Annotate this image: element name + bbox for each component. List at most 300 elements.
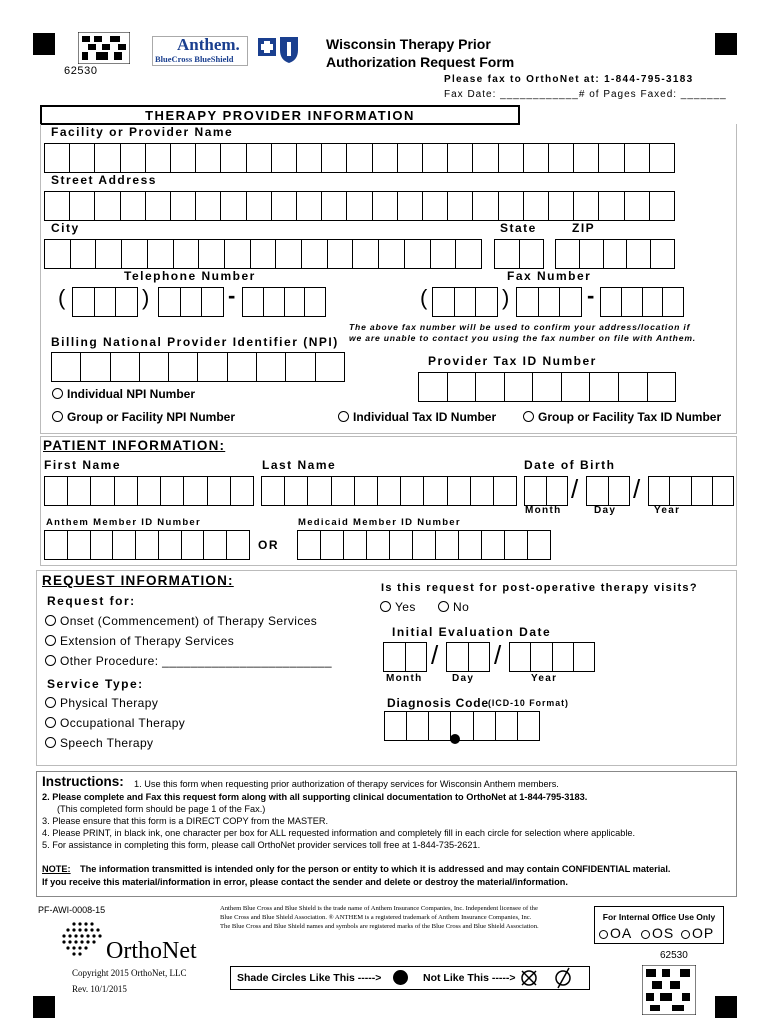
anthem-brand: Anthem. — [177, 35, 240, 54]
barcode-top — [78, 32, 130, 64]
eval-day-boxes[interactable] — [446, 642, 490, 672]
char-box[interactable] — [111, 353, 140, 381]
char-box[interactable] — [459, 531, 482, 559]
char-box[interactable] — [413, 531, 436, 559]
char-box[interactable] — [505, 373, 534, 401]
speech-therapy-option[interactable] — [45, 736, 153, 750]
char-box[interactable] — [272, 192, 297, 220]
char-box[interactable] — [390, 531, 413, 559]
char-box[interactable] — [247, 144, 272, 172]
char-box[interactable] — [599, 192, 624, 220]
char-box[interactable] — [159, 531, 182, 559]
char-box[interactable] — [431, 240, 457, 268]
char-box[interactable] — [344, 531, 367, 559]
char-box[interactable] — [257, 353, 286, 381]
tax-id-boxes[interactable] — [418, 372, 676, 402]
office-os[interactable] — [641, 925, 674, 941]
char-box[interactable] — [171, 144, 196, 172]
legal-1: Anthem Blue Cross and Blue Shield is the trade name of Anthem Insurance Companies, Inc. Independent licensee of the — [220, 905, 538, 912]
individual-npi-option[interactable] — [52, 387, 195, 401]
char-box[interactable] — [121, 144, 146, 172]
phone-paren-open: ( — [58, 285, 66, 310]
revision: Rev. 10/1/2015 — [72, 984, 127, 994]
dob-slash: / — [633, 474, 641, 504]
fax-note-1: The above fax number will be used to confirm your address/location if — [349, 322, 691, 332]
char-box[interactable] — [650, 144, 674, 172]
registration-mark — [33, 996, 55, 1018]
eval-month-boxes[interactable] — [383, 642, 427, 672]
not-like-label: Not Like This -----> — [423, 972, 516, 984]
radio-circle-icon — [438, 601, 449, 612]
icd-format-label: (ICD-10 Format) — [488, 698, 569, 708]
char-box[interactable] — [406, 643, 427, 671]
char-box[interactable] — [436, 531, 459, 559]
eval-slash: / — [431, 640, 439, 670]
char-box[interactable] — [379, 240, 405, 268]
char-box[interactable] — [96, 240, 122, 268]
char-box[interactable] — [520, 240, 544, 268]
char-box[interactable] — [297, 144, 322, 172]
group-npi-label: Group or Facility NPI Number — [67, 410, 236, 424]
char-box[interactable] — [455, 288, 477, 316]
individual-tax-label: Individual Tax ID Number — [353, 410, 497, 424]
radio-circle-icon — [45, 615, 56, 626]
state-boxes[interactable] — [494, 239, 544, 269]
char-box[interactable] — [469, 643, 490, 671]
provider-section-title: THERAPY PROVIDER INFORMATION — [40, 105, 520, 125]
char-box[interactable] — [525, 477, 547, 505]
char-box[interactable] — [322, 144, 347, 172]
form-title-2: Authorization Request Form — [326, 54, 515, 70]
char-box[interactable] — [494, 477, 516, 505]
npi-boxes[interactable] — [51, 352, 345, 382]
other-label: Other Procedure: ________________________ — [60, 654, 332, 668]
radio-circle-icon — [641, 930, 650, 939]
os-label: OS — [652, 925, 675, 941]
char-box[interactable] — [378, 477, 401, 505]
char-box[interactable] — [122, 240, 148, 268]
char-box[interactable] — [227, 531, 249, 559]
char-box[interactable] — [146, 192, 171, 220]
form-title-1: Wisconsin Therapy Prior — [326, 36, 491, 52]
radio-circle-icon — [52, 388, 63, 399]
char-box[interactable] — [448, 373, 477, 401]
barcode-bottom — [642, 965, 696, 1015]
char-box[interactable] — [68, 477, 91, 505]
char-box[interactable] — [713, 477, 733, 505]
char-box[interactable] — [285, 288, 306, 316]
char-box[interactable] — [113, 531, 136, 559]
char-box[interactable] — [276, 240, 302, 268]
char-box[interactable] — [45, 192, 70, 220]
postop-no-option[interactable] — [438, 600, 469, 614]
char-box[interactable] — [171, 192, 196, 220]
char-box[interactable] — [518, 712, 539, 740]
char-box[interactable] — [692, 477, 713, 505]
char-box[interactable] — [539, 288, 561, 316]
instruction-2: 2. Please complete and Fax this request form along with all supporting clinical documentation to OrthoNet at 1-844-795-3183. — [42, 792, 588, 802]
char-box[interactable] — [648, 373, 676, 401]
char-box[interactable] — [599, 144, 624, 172]
char-box[interactable] — [52, 353, 81, 381]
form-code-bottom: 62530 — [660, 950, 688, 961]
char-box[interactable] — [643, 288, 664, 316]
char-box[interactable] — [247, 192, 272, 220]
radio-circle-icon — [599, 930, 608, 939]
char-box[interactable] — [272, 144, 297, 172]
legal-2: Blue Cross and Blue Shield Association. ® ANTHEM is a registered trademark of Anthem Insurance Companies, Inc. — [220, 914, 532, 921]
char-box[interactable] — [95, 144, 120, 172]
char-box[interactable] — [547, 477, 568, 505]
char-box[interactable] — [407, 712, 429, 740]
char-box[interactable] — [305, 288, 325, 316]
char-box[interactable] — [148, 240, 174, 268]
anthem-logo — [152, 36, 248, 66]
char-box[interactable] — [553, 643, 574, 671]
char-box[interactable] — [398, 192, 423, 220]
char-box[interactable] — [574, 192, 599, 220]
char-box[interactable] — [138, 477, 161, 505]
occupational-therapy-option[interactable] — [45, 716, 185, 730]
char-box[interactable] — [556, 240, 580, 268]
bcbs-icon — [256, 34, 300, 64]
char-box[interactable] — [199, 240, 225, 268]
char-box[interactable] — [531, 643, 552, 671]
char-box[interactable] — [196, 192, 221, 220]
char-box[interactable] — [202, 288, 223, 316]
char-box[interactable] — [146, 144, 171, 172]
eval-year-boxes[interactable] — [509, 642, 595, 672]
char-box[interactable] — [590, 373, 619, 401]
char-box[interactable] — [68, 531, 91, 559]
postop-yes-option[interactable] — [380, 600, 416, 614]
request-for-label: Request for: — [47, 594, 136, 608]
radio-circle-icon — [380, 601, 391, 612]
form-code: 62530 — [64, 65, 98, 77]
radio-circle-icon — [681, 930, 690, 939]
char-box[interactable] — [601, 288, 622, 316]
medicaid-id-boxes[interactable] — [297, 530, 551, 560]
char-box[interactable] — [45, 240, 71, 268]
char-box[interactable] — [121, 192, 146, 220]
char-box[interactable] — [574, 144, 599, 172]
zip-boxes[interactable] — [555, 239, 675, 269]
char-box[interactable] — [499, 192, 524, 220]
char-box[interactable] — [384, 643, 406, 671]
fax-to: Please fax to OrthoNet at: 1-844-795-3183 — [444, 74, 694, 85]
dob-label: Date of Birth — [524, 458, 616, 472]
crossed-circle-icon — [517, 968, 541, 988]
char-box[interactable] — [649, 477, 670, 505]
char-box[interactable] — [262, 477, 285, 505]
char-box[interactable] — [627, 240, 651, 268]
instruction-2b: (This completed form should be page 1 of the Fax.) — [57, 804, 266, 814]
char-box[interactable] — [169, 353, 198, 381]
char-box[interactable] — [45, 531, 68, 559]
char-box[interactable] — [115, 477, 138, 505]
char-box[interactable] — [221, 144, 246, 172]
registration-mark — [33, 33, 55, 55]
dob-slash: / — [571, 474, 579, 504]
char-box[interactable] — [473, 144, 498, 172]
char-box[interactable] — [332, 477, 355, 505]
last-name-boxes[interactable] — [261, 476, 517, 506]
char-box[interactable] — [45, 144, 70, 172]
char-box[interactable] — [448, 192, 473, 220]
char-box[interactable] — [116, 288, 137, 316]
char-box[interactable] — [316, 353, 344, 381]
char-box[interactable] — [419, 373, 448, 401]
request-section-title: REQUEST INFORMATION: — [42, 573, 234, 588]
char-box[interactable] — [367, 531, 390, 559]
physical-therapy-option[interactable] — [45, 696, 158, 710]
char-box[interactable] — [625, 144, 650, 172]
char-box[interactable] — [161, 477, 184, 505]
diagnosis-code-boxes[interactable] — [384, 711, 540, 741]
char-box[interactable] — [298, 531, 321, 559]
char-box[interactable] — [423, 192, 448, 220]
copyright: Copyright 2015 OrthoNet, LLC — [72, 968, 187, 978]
radio-circle-icon — [45, 697, 56, 708]
char-box[interactable] — [405, 240, 431, 268]
note-1: The information transmitted is intended only for the person or entity to which it is addressed and may contain CONFIDENTIAL material. — [80, 864, 671, 874]
char-box[interactable] — [433, 288, 455, 316]
char-box[interactable] — [456, 240, 481, 268]
char-box[interactable] — [136, 531, 159, 559]
extension-label: Extension of Therapy Services — [60, 634, 235, 648]
char-box[interactable] — [619, 373, 648, 401]
char-box[interactable] — [476, 288, 497, 316]
office-oa[interactable] — [599, 925, 632, 941]
group-npi-option[interactable] — [52, 410, 235, 424]
onset-option[interactable] — [45, 614, 317, 628]
char-box[interactable] — [448, 144, 473, 172]
instruction-1: 1. Use this form when requesting prior authorization of therapy services for Wisconsin Anthem members. — [134, 779, 559, 789]
dob-day-label: Day — [594, 505, 617, 516]
char-box[interactable] — [70, 144, 95, 172]
first-name-boxes[interactable] — [44, 476, 254, 506]
char-box[interactable] — [528, 531, 550, 559]
fax-prefix-boxes[interactable] — [516, 287, 582, 317]
char-box[interactable] — [159, 288, 181, 316]
char-box[interactable] — [473, 192, 498, 220]
char-box[interactable] — [373, 144, 398, 172]
fax-paren-open: ( — [420, 285, 428, 310]
char-box[interactable] — [91, 477, 114, 505]
fax-paren-close: ) — [502, 285, 510, 310]
anthem-sub: BlueCross BlueShield — [155, 54, 234, 64]
char-box[interactable] — [95, 288, 117, 316]
group-tax-option[interactable] — [523, 410, 721, 424]
char-box[interactable] — [496, 712, 518, 740]
char-box[interactable] — [560, 288, 581, 316]
city-label: City — [51, 221, 80, 235]
char-box[interactable] — [204, 531, 227, 559]
char-box[interactable] — [321, 531, 344, 559]
char-box[interactable] — [650, 192, 674, 220]
char-box[interactable] — [398, 144, 423, 172]
char-box[interactable] — [347, 192, 372, 220]
fax-date: Fax Date: ____________# of Pages Faxed: _______ — [444, 89, 727, 100]
form-id: PF-AWI-0008-15 — [38, 905, 106, 915]
dob-year-boxes[interactable] — [648, 476, 734, 506]
phone-dash: - — [228, 283, 236, 308]
phone-line-boxes[interactable] — [242, 287, 326, 317]
char-box[interactable] — [474, 712, 496, 740]
char-box[interactable] — [651, 240, 674, 268]
oa-label: OA — [610, 925, 633, 941]
char-box[interactable] — [471, 477, 494, 505]
char-box[interactable] — [355, 477, 378, 505]
char-box[interactable] — [251, 240, 277, 268]
postop-question: Is this request for post-operative therapy visits? — [381, 582, 698, 594]
onset-label: Onset (Commencement) of Therapy Services — [60, 614, 318, 628]
char-box[interactable] — [81, 353, 110, 381]
char-box[interactable] — [505, 531, 528, 559]
facility-label: Facility or Provider Name — [51, 125, 234, 139]
shade-like-label: Shade Circles Like This -----> — [237, 972, 382, 984]
extension-option[interactable] — [45, 634, 234, 648]
char-box[interactable] — [174, 240, 200, 268]
radio-circle-icon — [45, 737, 56, 748]
char-box[interactable] — [495, 240, 520, 268]
fax-note-2: we are unable to contact you using the fax number on file with Anthem. — [349, 333, 696, 343]
street-label: Street Address — [51, 173, 157, 187]
char-box[interactable] — [243, 288, 264, 316]
office-use-box — [594, 906, 724, 944]
char-box[interactable] — [604, 240, 628, 268]
char-box[interactable] — [95, 192, 120, 220]
char-box[interactable] — [208, 477, 231, 505]
char-box[interactable] — [499, 144, 524, 172]
char-box[interactable] — [517, 288, 539, 316]
patient-section-title: PATIENT INFORMATION: — [43, 438, 226, 453]
char-box[interactable] — [609, 477, 630, 505]
fax-area-code-boxes[interactable] — [432, 287, 498, 317]
char-box[interactable] — [328, 240, 354, 268]
radio-circle-icon — [45, 635, 56, 646]
other-option[interactable] — [45, 654, 332, 668]
char-box[interactable] — [181, 288, 203, 316]
char-box[interactable] — [524, 192, 549, 220]
phone-prefix-boxes[interactable] — [158, 287, 224, 317]
char-box[interactable] — [196, 144, 221, 172]
char-box[interactable] — [373, 192, 398, 220]
char-box[interactable] — [231, 477, 253, 505]
char-box[interactable] — [533, 373, 562, 401]
radio-circle-icon — [45, 717, 56, 728]
office-op[interactable] — [681, 925, 714, 941]
char-box[interactable] — [423, 144, 448, 172]
char-box[interactable] — [228, 353, 257, 381]
tax-id-label: Provider Tax ID Number — [428, 354, 597, 368]
char-box[interactable] — [663, 288, 683, 316]
char-box[interactable] — [448, 477, 471, 505]
char-box[interactable] — [71, 240, 97, 268]
char-box[interactable] — [45, 477, 68, 505]
office-use-label: For Internal Office Use Only — [602, 912, 716, 922]
radio-circle-icon — [45, 655, 56, 666]
char-box[interactable] — [221, 192, 246, 220]
char-box[interactable] — [198, 353, 227, 381]
dob-month-label: Month — [525, 505, 562, 516]
char-box[interactable] — [285, 477, 308, 505]
char-box[interactable] — [264, 288, 285, 316]
individual-tax-option[interactable] — [338, 410, 496, 424]
city-boxes[interactable] — [44, 239, 482, 269]
char-box[interactable] — [424, 477, 447, 505]
eval-month-label: Month — [386, 673, 423, 684]
npi-label: Billing National Provider Identifier (NPI) — [51, 335, 339, 349]
char-box[interactable] — [510, 643, 531, 671]
or-label: OR — [258, 538, 279, 552]
char-box[interactable] — [308, 477, 331, 505]
char-box[interactable] — [580, 240, 604, 268]
char-box[interactable] — [286, 353, 315, 381]
char-box[interactable] — [297, 192, 322, 220]
char-box[interactable] — [549, 144, 574, 172]
char-box[interactable] — [302, 240, 328, 268]
note-label: NOTE: — [42, 864, 71, 874]
char-box[interactable] — [482, 531, 505, 559]
facility-name-boxes[interactable] — [44, 143, 675, 173]
char-box[interactable] — [549, 192, 574, 220]
char-box[interactable] — [322, 192, 347, 220]
op-label: OP — [692, 925, 715, 941]
phone-area-code-boxes[interactable] — [72, 287, 138, 317]
registration-mark — [715, 996, 737, 1018]
radio-circle-icon — [52, 411, 63, 422]
char-box[interactable] — [670, 477, 691, 505]
registration-mark — [715, 33, 737, 55]
char-box[interactable] — [574, 643, 594, 671]
shade-example-box — [230, 966, 590, 990]
note-2: If you receive this material/information in error, please contact the sender and delete or destroy the material/information. — [42, 877, 568, 887]
no-label: No — [453, 600, 470, 614]
char-box[interactable] — [625, 192, 650, 220]
char-box[interactable] — [182, 531, 205, 559]
char-box[interactable] — [225, 240, 251, 268]
char-box[interactable] — [91, 531, 114, 559]
char-box[interactable] — [73, 288, 95, 316]
dob-month-boxes[interactable] — [524, 476, 568, 506]
char-box[interactable] — [401, 477, 424, 505]
state-label: State — [500, 221, 537, 235]
char-box[interactable] — [70, 192, 95, 220]
char-box[interactable] — [347, 144, 372, 172]
char-box[interactable] — [622, 288, 643, 316]
group-tax-label: Group or Facility Tax ID Number — [538, 410, 722, 424]
member-id-boxes[interactable] — [44, 530, 250, 560]
char-box[interactable] — [476, 373, 505, 401]
char-box[interactable] — [184, 477, 207, 505]
dob-day-boxes[interactable] — [586, 476, 630, 506]
char-box[interactable] — [587, 477, 609, 505]
char-box[interactable] — [524, 144, 549, 172]
char-box[interactable] — [385, 712, 407, 740]
instruction-4: 4. Please PRINT, in black ink, one character per box for ALL requested information and completely fill in each circle for selection where applicable. — [42, 828, 636, 838]
filled-circle-icon — [393, 970, 408, 985]
char-box[interactable] — [562, 373, 591, 401]
fax-line-boxes[interactable] — [600, 287, 684, 317]
medicaid-id-label: Medicaid Member ID Number — [298, 517, 461, 528]
street-address-boxes[interactable] — [44, 191, 675, 221]
char-box[interactable] — [140, 353, 169, 381]
char-box[interactable] — [429, 712, 451, 740]
char-box[interactable] — [447, 643, 469, 671]
eval-slash: / — [494, 640, 502, 670]
char-box[interactable] — [353, 240, 379, 268]
